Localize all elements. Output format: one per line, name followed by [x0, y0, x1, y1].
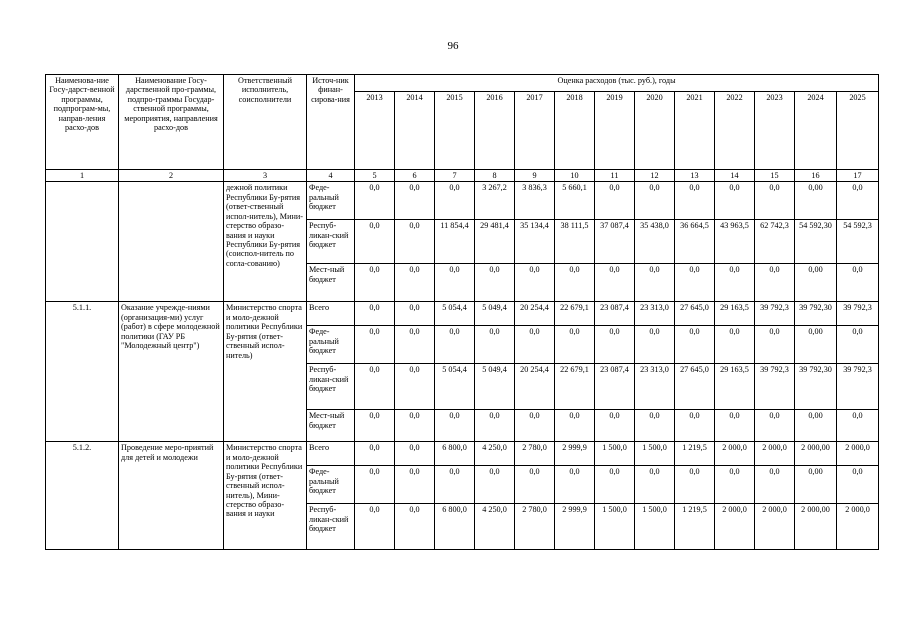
value-cell: 0,0 — [595, 264, 635, 302]
column-number: 6 — [395, 170, 435, 182]
value-cell: 0,0 — [595, 182, 635, 220]
column-number: 7 — [435, 170, 475, 182]
value-cell: 0,0 — [355, 442, 395, 466]
column-number: 14 — [715, 170, 755, 182]
value-cell: 0,0 — [435, 466, 475, 504]
funding-source: Респуб-ликан-ский бюджет — [307, 364, 355, 410]
value-cell: 23 313,0 — [635, 364, 675, 410]
year-header: 2022 — [715, 92, 755, 170]
value-cell: 2 000,00 — [795, 504, 837, 550]
value-cell: 0,0 — [355, 504, 395, 550]
value-cell: 0,0 — [355, 410, 395, 442]
value-cell: 22 679,1 — [555, 302, 595, 326]
value-cell: 0,0 — [355, 326, 395, 364]
value-cell: 2 780,0 — [515, 442, 555, 466]
value-cell: 6 800,0 — [435, 504, 475, 550]
year-header: 2024 — [795, 92, 837, 170]
value-cell: 23 087,4 — [595, 302, 635, 326]
value-cell: 0,00 — [795, 410, 837, 442]
value-cell: 0,0 — [837, 326, 879, 364]
value-cell: 3 836,3 — [515, 182, 555, 220]
value-cell: 0,0 — [635, 326, 675, 364]
funding-source: Респуб-ликан-ский бюджет — [307, 504, 355, 550]
value-cell: 0,0 — [837, 264, 879, 302]
table-row — [46, 182, 879, 220]
value-cell: 0,0 — [715, 182, 755, 220]
item-executor: Министерство спорта и моло-дежной политики Республики Бу-рятия (ответ-ственный испол-нитель) — [224, 302, 307, 442]
value-cell: 0,0 — [395, 364, 435, 410]
column-number-row — [46, 170, 879, 182]
value-cell: 5 054,4 — [435, 302, 475, 326]
year-header: 2014 — [395, 92, 435, 170]
value-cell: 0,00 — [795, 466, 837, 504]
value-cell: 0,0 — [635, 466, 675, 504]
value-cell: 0,0 — [475, 410, 515, 442]
value-cell: 0,0 — [435, 182, 475, 220]
value-cell: 2 000,00 — [795, 442, 837, 466]
column-number: 17 — [837, 170, 879, 182]
value-cell: 0,00 — [795, 182, 837, 220]
year-header: 2020 — [635, 92, 675, 170]
funding-source: Феде-ральный бюджет — [307, 326, 355, 364]
header-row — [46, 75, 879, 92]
value-cell: 0,0 — [395, 220, 435, 264]
value-cell: 1 500,0 — [635, 442, 675, 466]
value-cell: 35 134,4 — [515, 220, 555, 264]
column-number: 12 — [635, 170, 675, 182]
funding-source: Феде-ральный бюджет — [307, 466, 355, 504]
column-number: 3 — [224, 170, 307, 182]
value-cell: 43 963,5 — [715, 220, 755, 264]
item-index — [46, 182, 119, 302]
funding-source: Всего — [307, 442, 355, 466]
year-header: 2019 — [595, 92, 635, 170]
column-number: 9 — [515, 170, 555, 182]
value-cell: 0,0 — [755, 182, 795, 220]
funding-source: Мест-ный бюджет — [307, 264, 355, 302]
item-index: 5.1.2. — [46, 442, 119, 550]
value-cell: 0,0 — [475, 466, 515, 504]
value-cell: 0,0 — [635, 264, 675, 302]
value-cell: 27 645,0 — [675, 364, 715, 410]
value-cell: 0,0 — [355, 466, 395, 504]
table-row — [46, 302, 879, 326]
value-cell: 0,00 — [795, 326, 837, 364]
header-col1: Наименова-ние Госу-дарст-венной программы, подпрограм-мы, направ-ления расхо-дов — [46, 75, 119, 170]
year-header: 2025 — [837, 92, 879, 170]
value-cell: 23 087,4 — [595, 364, 635, 410]
value-cell: 23 313,0 — [635, 302, 675, 326]
value-cell: 0,0 — [715, 264, 755, 302]
value-cell: 20 254,4 — [515, 302, 555, 326]
value-cell: 29 163,5 — [715, 302, 755, 326]
value-cell: 5 049,4 — [475, 302, 515, 326]
header-col3: Ответственный исполнитель, соисполнители — [224, 75, 307, 170]
value-cell: 1 500,0 — [595, 442, 635, 466]
value-cell: 0,0 — [837, 410, 879, 442]
value-cell: 35 438,0 — [635, 220, 675, 264]
value-cell: 0,0 — [395, 302, 435, 326]
table-body — [46, 182, 879, 550]
value-cell: 0,0 — [555, 410, 595, 442]
item-name — [119, 182, 224, 302]
value-cell: 0,0 — [675, 326, 715, 364]
value-cell: 2 780,0 — [515, 504, 555, 550]
column-number: 10 — [555, 170, 595, 182]
value-cell: 0,0 — [475, 264, 515, 302]
value-cell: 3 267,2 — [475, 182, 515, 220]
value-cell: 0,0 — [755, 410, 795, 442]
value-cell: 0,0 — [515, 410, 555, 442]
value-cell: 39 792,3 — [755, 302, 795, 326]
value-cell: 39 792,30 — [795, 302, 837, 326]
column-number: 8 — [475, 170, 515, 182]
value-cell: 1 219,5 — [675, 442, 715, 466]
value-cell: 1 219,5 — [675, 504, 715, 550]
year-header: 2018 — [555, 92, 595, 170]
header-col2: Наименование Госу-дарственной про-граммы, подпро-граммы Государ-ственной программы, мероприятия, направления расхо-дов — [119, 75, 224, 170]
value-cell: 5 660,1 — [555, 182, 595, 220]
value-cell: 0,0 — [355, 182, 395, 220]
value-cell: 0,0 — [395, 442, 435, 466]
value-cell: 0,0 — [395, 504, 435, 550]
value-cell: 22 679,1 — [555, 364, 595, 410]
funding-source: Всего — [307, 302, 355, 326]
value-cell: 2 999,9 — [555, 504, 595, 550]
column-number: 5 — [355, 170, 395, 182]
year-header: 2021 — [675, 92, 715, 170]
column-number: 13 — [675, 170, 715, 182]
value-cell: 0,0 — [675, 182, 715, 220]
item-executor: Министерство спорта и моло-дежной политики Республики Бу-рятия (ответ-ственный испол-нитель), Мини-стерство образо-вания и науки — [224, 442, 307, 550]
value-cell: 0,0 — [595, 466, 635, 504]
year-header: 2017 — [515, 92, 555, 170]
value-cell: 0,0 — [715, 466, 755, 504]
value-cell: 39 792,30 — [795, 364, 837, 410]
value-cell: 0,0 — [555, 264, 595, 302]
value-cell: 0,0 — [355, 302, 395, 326]
value-cell: 0,0 — [675, 466, 715, 504]
item-name: Проведение меро-приятий для детей и молодежи — [119, 442, 224, 550]
value-cell: 39 792,3 — [755, 364, 795, 410]
column-number: 15 — [755, 170, 795, 182]
value-cell: 0,0 — [675, 410, 715, 442]
value-cell: 2 000,0 — [755, 504, 795, 550]
item-index: 5.1.1. — [46, 302, 119, 442]
value-cell: 6 800,0 — [435, 442, 475, 466]
value-cell: 20 254,4 — [515, 364, 555, 410]
value-cell: 0,0 — [355, 364, 395, 410]
column-number: 2 — [119, 170, 224, 182]
value-cell: 2 999,9 — [555, 442, 595, 466]
value-cell: 0,0 — [435, 410, 475, 442]
value-cell: 0,0 — [395, 326, 435, 364]
item-executor: дежной политики Республики Бу-рятия (ответ-ственный испол-нитель), Мини-стерство образо-вания и науки Республики Бу-рятия (соиспол-нитель по согла-сованию) — [224, 182, 307, 302]
value-cell: 2 000,0 — [715, 504, 755, 550]
value-cell: 0,00 — [795, 264, 837, 302]
funding-source: Мест-ный бюджет — [307, 410, 355, 442]
funding-source: Феде-ральный бюджет — [307, 182, 355, 220]
value-cell: 54 592,30 — [795, 220, 837, 264]
value-cell: 0,0 — [435, 326, 475, 364]
header-estimate: Оценка расходов (тыс. руб.), годы — [355, 75, 879, 92]
value-cell: 29 163,5 — [715, 364, 755, 410]
value-cell: 27 645,0 — [675, 302, 715, 326]
table-row — [46, 442, 879, 466]
column-number: 4 — [307, 170, 355, 182]
value-cell: 0,0 — [395, 466, 435, 504]
value-cell: 0,0 — [515, 264, 555, 302]
value-cell: 38 111,5 — [555, 220, 595, 264]
column-number: 1 — [46, 170, 119, 182]
column-number: 16 — [795, 170, 837, 182]
year-header: 2013 — [355, 92, 395, 170]
value-cell: 0,0 — [635, 410, 675, 442]
value-cell: 62 742,3 — [755, 220, 795, 264]
value-cell: 0,0 — [635, 182, 675, 220]
value-cell: 0,0 — [595, 410, 635, 442]
year-header: 2023 — [755, 92, 795, 170]
value-cell: 5 049,4 — [475, 364, 515, 410]
value-cell: 0,0 — [555, 466, 595, 504]
value-cell: 37 087,4 — [595, 220, 635, 264]
value-cell: 0,0 — [715, 410, 755, 442]
value-cell: 4 250,0 — [475, 442, 515, 466]
budget-table — [45, 74, 879, 550]
header-col4: Источ-ник финан-сирова-ния — [307, 75, 355, 170]
value-cell: 0,0 — [515, 466, 555, 504]
value-cell: 0,0 — [755, 326, 795, 364]
value-cell: 0,0 — [395, 410, 435, 442]
value-cell: 39 792,3 — [837, 364, 879, 410]
value-cell: 0,0 — [837, 182, 879, 220]
value-cell: 0,0 — [755, 264, 795, 302]
value-cell: 0,0 — [355, 220, 395, 264]
value-cell: 2 000,0 — [715, 442, 755, 466]
value-cell: 2 000,0 — [755, 442, 795, 466]
value-cell: 0,0 — [675, 264, 715, 302]
column-number: 11 — [595, 170, 635, 182]
value-cell: 0,0 — [475, 326, 515, 364]
value-cell: 39 792,3 — [837, 302, 879, 326]
year-header: 2016 — [475, 92, 515, 170]
item-name: Оказание учрежде-ниями (организация-ми) услуг (работ) в сфере молодежной политики (ГАУ РБ "Молодежный центр") — [119, 302, 224, 442]
value-cell: 0,0 — [715, 326, 755, 364]
value-cell: 2 000,0 — [837, 504, 879, 550]
value-cell: 4 250,0 — [475, 504, 515, 550]
year-header: 2015 — [435, 92, 475, 170]
funding-source: Респуб-ликан-ский бюджет — [307, 220, 355, 264]
value-cell: 0,0 — [395, 264, 435, 302]
value-cell: 54 592,3 — [837, 220, 879, 264]
value-cell: 2 000,0 — [837, 442, 879, 466]
value-cell: 0,0 — [555, 326, 595, 364]
value-cell: 0,0 — [595, 326, 635, 364]
value-cell: 29 481,4 — [475, 220, 515, 264]
value-cell: 1 500,0 — [595, 504, 635, 550]
value-cell: 5 054,4 — [435, 364, 475, 410]
value-cell: 36 664,5 — [675, 220, 715, 264]
value-cell: 0,0 — [755, 466, 795, 504]
value-cell: 0,0 — [355, 264, 395, 302]
value-cell: 1 500,0 — [635, 504, 675, 550]
value-cell: 0,0 — [837, 466, 879, 504]
value-cell: 11 854,4 — [435, 220, 475, 264]
value-cell: 0,0 — [395, 182, 435, 220]
value-cell: 0,0 — [515, 326, 555, 364]
value-cell: 0,0 — [435, 264, 475, 302]
page-number: 96 — [447, 40, 459, 52]
